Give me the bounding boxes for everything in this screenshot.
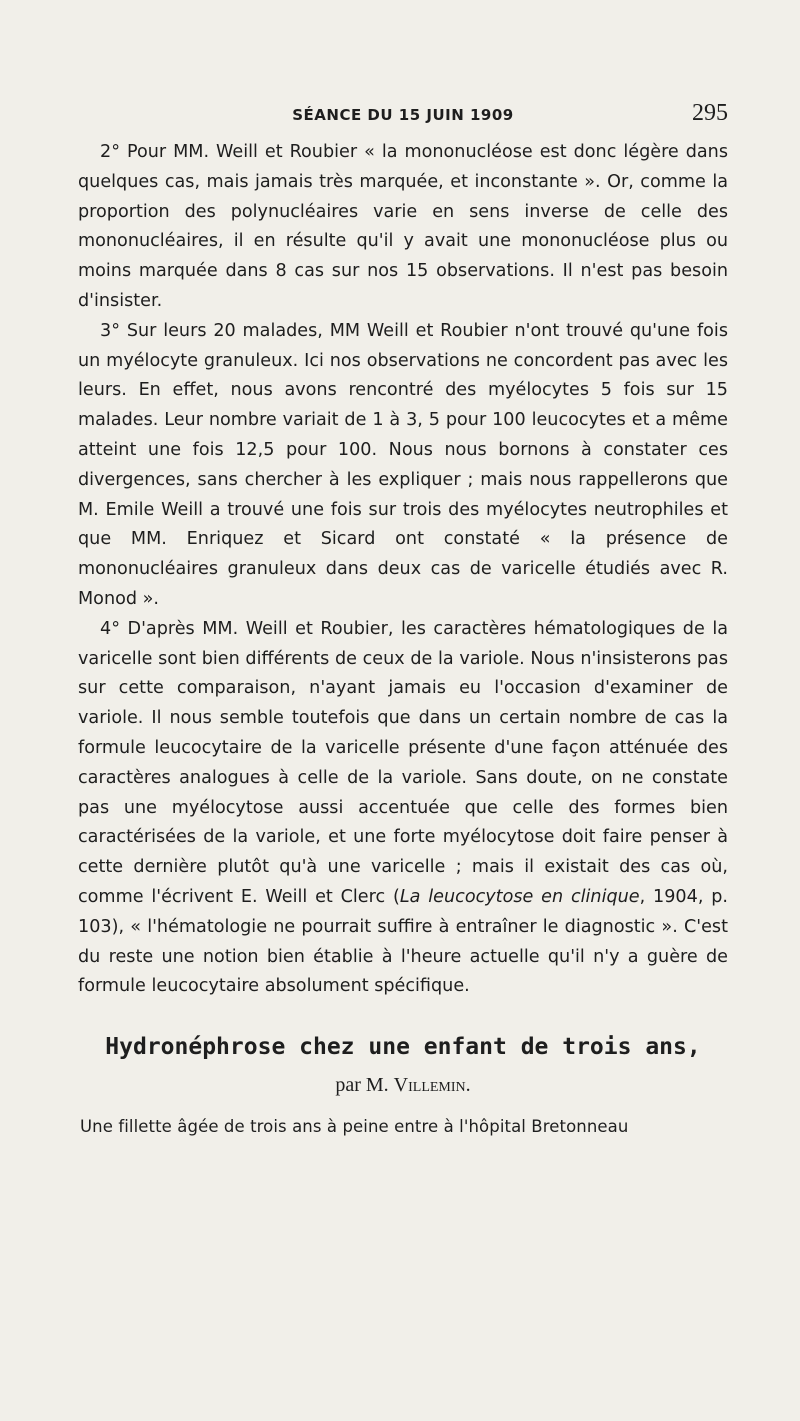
paragraph-2-mononucleose: 2° Pour MM. Weill et Roubier « la mononucléose est donc légère dans quelques cas, mais jamais très marquée, et inconstante ». Or, comme la proportion des polynucléaires varie en sens inverse de celle des mononucléaires, il en résulte qu'il y avait une mononucléose plus ou moins marquée dans 8 cas sur nos 15 observations. Il n'est pas besoin d'insister. [78,142,728,311]
article-section [78,1030,728,1142]
citation-title: La leucocytose en clinique [399,886,640,907]
running-title: SÉANCE DU 15 JUIN 1909 [292,106,514,124]
article-title: Hydronéphrose chez une enfant de trois ans, [105,1034,701,1060]
author-name: Villemin. [393,1074,471,1096]
article-intro-line: Une fillette âgée de trois ans à peine entre à l'hôpital Bretonneau [80,1117,629,1136]
paragraph-4-variole [78,615,728,1002]
paragraph-3-myelocytes: 3° Sur leurs 20 malades, MM Weill et Roubier n'ont trouvé qu'une fois un myélocyte granuleux. Ici nos observations ne concordent pas avec les leurs. En effet, nous avons rencontré des myélocytes 5 fois sur 15 malades. Leur nombre variait de 1 à 3, 5 pour 100 leucocytes et a même atteint une fois 12,5 pour 100. Nous nous bornons à constater ces divergences, sans chercher à les expliquer ; mais nous rappellerons que M. Emile Weill a trouvé une fois sur trois des myélocytes neutrophiles et que MM. Enriquez et Sicard ont constaté « la présence de mononucléaires granuleux dans deux cas de varicelle étudiés avec R. Monod ». [78,320,728,609]
paragraph-4-text-start: 4° D'après MM. Weill et Roubier, les caractères hématologiques de la varicelle sont bien différents de ceux de la variole. Nous n'insisterons pas sur cette comparaison, n'ayant jamais eu l'occasion d'examiner de variole. Il nous semble toutefois que dans un certain nombre de cas la formule leucocytaire de la varicelle présente d'une façon atténuée des caractères analogues à celle de la variole. Sans doute, on ne constate pas une myélocytose aussi accentuée que celle des formes bien caractérisées de la variole, et une forte myélocytose doit faire penser à cette dernière plutôt qu'à une varicelle ; mais il existait des cas où, comme l'écrivent E. Weill et Clerc ( [78,618,728,907]
byline [78,1070,728,1100]
paragraph-4-text-end: , 1904, p. 103), « l'hématologie ne pourrait suffire à entraîner le diagnostic ». C'est du reste une notion bien établie à l'heure actuelle qu'il n'y a guère de formule leucocytaire absolument spécifique. [78,886,729,997]
body-text [78,138,728,1002]
byline-prefix: par M. [335,1074,389,1096]
page-number: 295 [692,100,728,126]
running-head [78,100,728,130]
